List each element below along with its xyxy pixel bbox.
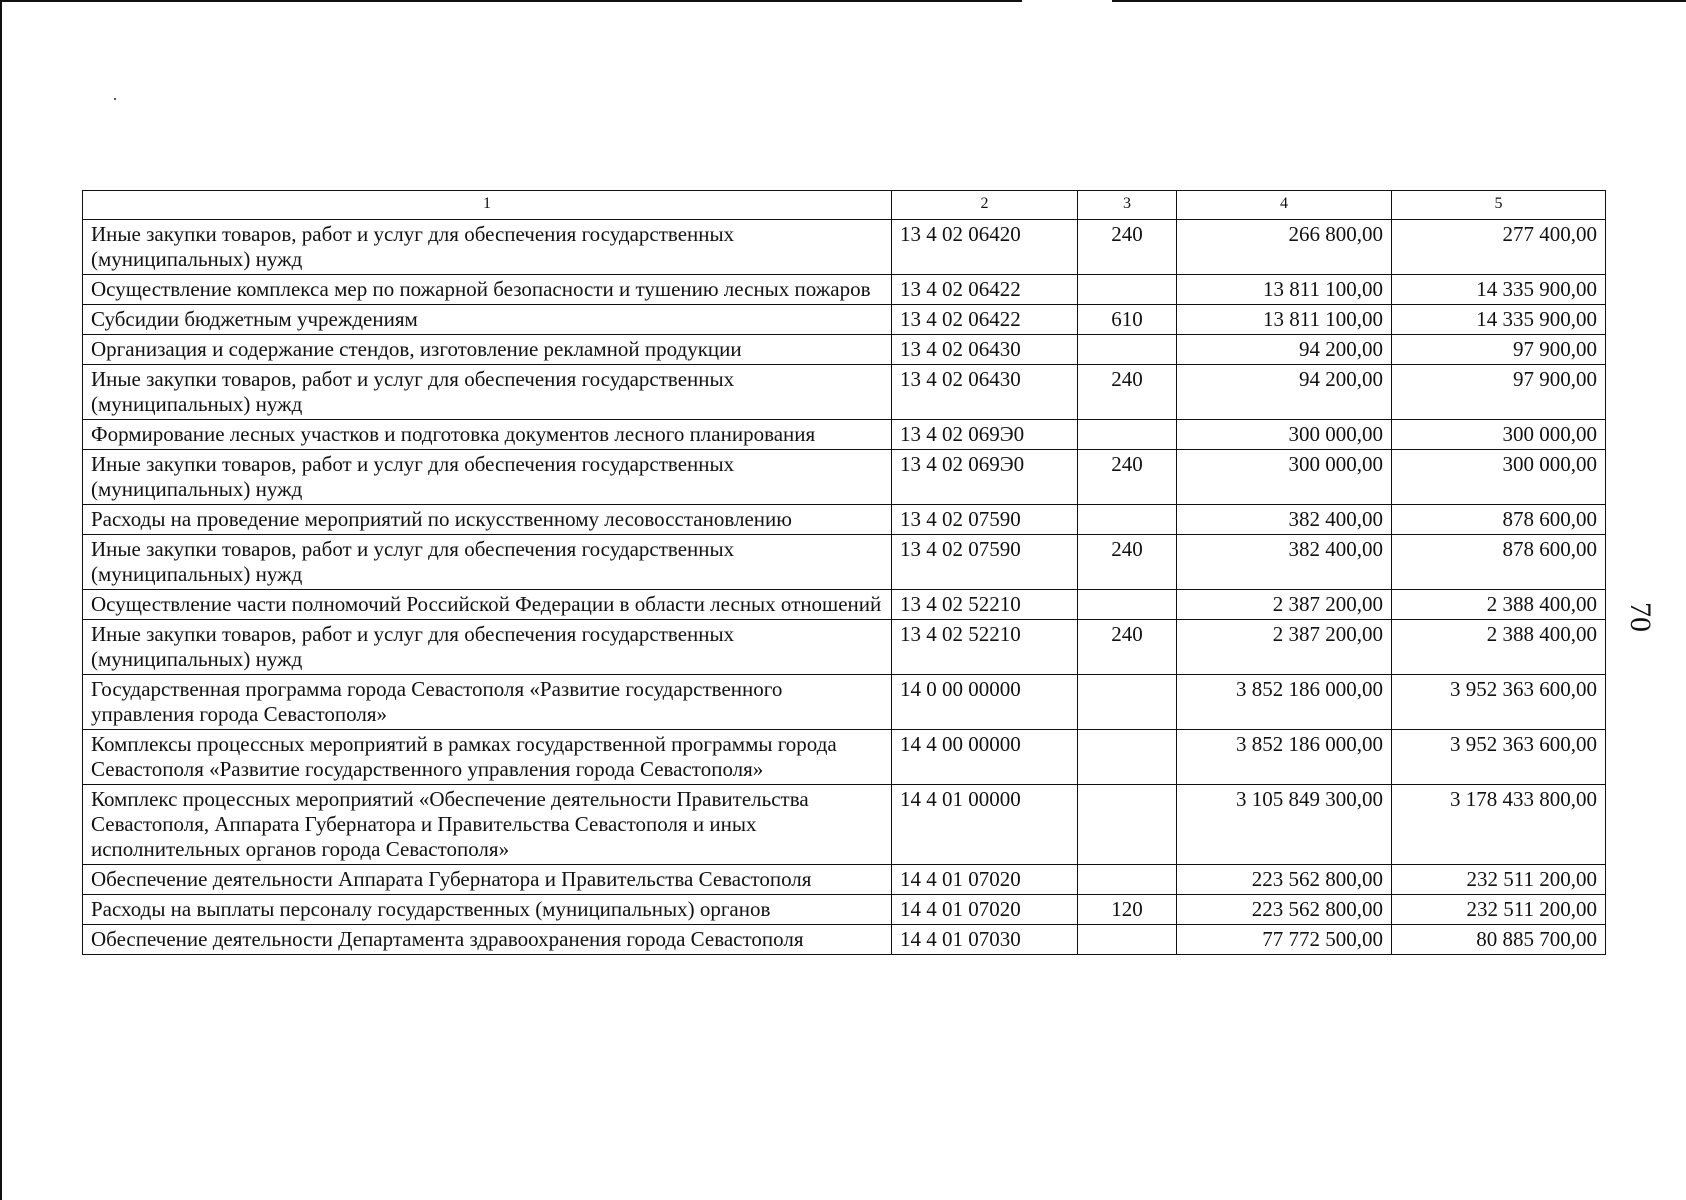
table-row (83, 450, 1606, 505)
row-name-cell: Субсидии бюджетным учреждениям (83, 305, 892, 335)
row-amount-year2-cell: 97 900,00 (1392, 335, 1606, 365)
row-amount-year1-cell: 3 852 186 000,00 (1177, 675, 1392, 730)
row-amount-year1-cell: 2 387 200,00 (1177, 620, 1392, 675)
row-amount-year1-cell: 94 200,00 (1177, 365, 1392, 420)
table-row (83, 220, 1606, 275)
row-amount-year2-cell: 300 000,00 (1392, 420, 1606, 450)
row-amount-year1-cell: 13 811 100,00 (1177, 275, 1392, 305)
row-amount-year2-cell: 3 952 363 600,00 (1392, 675, 1606, 730)
row-csr-code-cell: 14 4 01 07030 (892, 925, 1078, 955)
row-csr-code-cell: 13 4 02 07590 (892, 505, 1078, 535)
row-csr-code-cell: 14 4 01 07020 (892, 895, 1078, 925)
table-row (83, 675, 1606, 730)
row-csr-code-cell: 13 4 02 06422 (892, 275, 1078, 305)
page-number: 70 (1624, 602, 1657, 632)
row-name-cell: Обеспечение деятельности Департамента здравоохранения города Севастополя (83, 925, 892, 955)
row-csr-code-cell: 13 4 02 06430 (892, 365, 1078, 420)
table-row (83, 420, 1606, 450)
row-csr-code-cell: 13 4 02 52210 (892, 620, 1078, 675)
table-row (83, 925, 1606, 955)
row-csr-code-cell: 14 4 01 00000 (892, 785, 1078, 865)
row-name-cell: Иные закупки товаров, работ и услуг для обеспечения государственных (муниципальных) нужд (83, 620, 892, 675)
table-row (83, 365, 1606, 420)
row-expense-type-cell: 240 (1078, 365, 1177, 420)
row-amount-year1-cell: 2 387 200,00 (1177, 590, 1392, 620)
row-amount-year1-cell: 13 811 100,00 (1177, 305, 1392, 335)
row-csr-code-cell: 14 0 00 00000 (892, 675, 1078, 730)
column-header-4: 4 (1177, 191, 1392, 220)
table-row (83, 505, 1606, 535)
row-amount-year2-cell: 3 952 363 600,00 (1392, 730, 1606, 785)
header-row (83, 191, 1606, 220)
row-amount-year1-cell: 300 000,00 (1177, 450, 1392, 505)
row-name-cell: Иные закупки товаров, работ и услуг для обеспечения государственных (муниципальных) нужд (83, 365, 892, 420)
row-name-cell: Государственная программа города Севастополя «Развитие государственного управления города Севастополя» (83, 675, 892, 730)
row-csr-code-cell: 13 4 02 06422 (892, 305, 1078, 335)
row-name-cell: Иные закупки товаров, работ и услуг для обеспечения государственных (муниципальных) нужд (83, 535, 892, 590)
row-csr-code-cell: 14 4 01 07020 (892, 865, 1078, 895)
table-row (83, 785, 1606, 865)
row-amount-year2-cell: 14 335 900,00 (1392, 275, 1606, 305)
table-row (83, 535, 1606, 590)
row-expense-type-cell (1078, 785, 1177, 865)
row-expense-type-cell (1078, 590, 1177, 620)
column-header-5: 5 (1392, 191, 1606, 220)
row-name-cell: Комплексы процессных мероприятий в рамках государственной программы города Севастополя «Развитие государственного управления города Севастополя» (83, 730, 892, 785)
row-amount-year2-cell: 2 388 400,00 (1392, 590, 1606, 620)
row-amount-year2-cell: 277 400,00 (1392, 220, 1606, 275)
row-amount-year1-cell: 94 200,00 (1177, 335, 1392, 365)
row-amount-year1-cell: 3 105 849 300,00 (1177, 785, 1392, 865)
row-expense-type-cell (1078, 275, 1177, 305)
row-name-cell: Комплекс процессных мероприятий «Обеспечение деятельности Правительства Севастополя, Аппарата Губернатора и Правительства Севастополя и иных исполнительных органов города Севастополя» (83, 785, 892, 865)
row-csr-code-cell: 13 4 02 07590 (892, 535, 1078, 590)
row-amount-year1-cell: 223 562 800,00 (1177, 865, 1392, 895)
row-amount-year2-cell: 232 511 200,00 (1392, 865, 1606, 895)
budget-table (82, 190, 1606, 955)
row-expense-type-cell (1078, 730, 1177, 785)
row-csr-code-cell: 14 4 00 00000 (892, 730, 1078, 785)
row-amount-year1-cell: 3 852 186 000,00 (1177, 730, 1392, 785)
table-row (83, 620, 1606, 675)
row-amount-year2-cell: 232 511 200,00 (1392, 895, 1606, 925)
row-amount-year1-cell: 382 400,00 (1177, 535, 1392, 590)
row-expense-type-cell (1078, 420, 1177, 450)
row-name-cell: Иные закупки товаров, работ и услуг для обеспечения государственных (муниципальных) нужд (83, 220, 892, 275)
row-expense-type-cell: 120 (1078, 895, 1177, 925)
row-expense-type-cell: 240 (1078, 220, 1177, 275)
row-name-cell: Обеспечение деятельности Аппарата Губернатора и Правительства Севастополя (83, 865, 892, 895)
row-amount-year2-cell: 97 900,00 (1392, 365, 1606, 420)
table-row (83, 590, 1606, 620)
table-row (83, 730, 1606, 785)
row-expense-type-cell: 240 (1078, 450, 1177, 505)
row-csr-code-cell: 13 4 02 06430 (892, 335, 1078, 365)
row-name-cell: Расходы на выплаты персоналу государственных (муниципальных) органов (83, 895, 892, 925)
row-expense-type-cell (1078, 335, 1177, 365)
row-csr-code-cell: 13 4 02 069Э0 (892, 450, 1078, 505)
row-amount-year1-cell: 300 000,00 (1177, 420, 1392, 450)
table-row (83, 275, 1606, 305)
row-name-cell: Осуществление части полномочий Российской Федерации в области лесных отношений (83, 590, 892, 620)
column-header-2: 2 (892, 191, 1078, 220)
row-amount-year1-cell: 223 562 800,00 (1177, 895, 1392, 925)
table-row (83, 865, 1606, 895)
row-expense-type-cell (1078, 675, 1177, 730)
row-amount-year1-cell: 266 800,00 (1177, 220, 1392, 275)
row-csr-code-cell: 13 4 02 06420 (892, 220, 1078, 275)
row-csr-code-cell: 13 4 02 52210 (892, 590, 1078, 620)
table-row (83, 305, 1606, 335)
row-amount-year2-cell: 14 335 900,00 (1392, 305, 1606, 335)
column-header-3: 3 (1078, 191, 1177, 220)
row-csr-code-cell: 13 4 02 069Э0 (892, 420, 1078, 450)
row-amount-year1-cell: 382 400,00 (1177, 505, 1392, 535)
row-expense-type-cell (1078, 925, 1177, 955)
table-row (83, 335, 1606, 365)
row-amount-year2-cell: 2 388 400,00 (1392, 620, 1606, 675)
row-name-cell: Иные закупки товаров, работ и услуг для обеспечения государственных (муниципальных) нужд (83, 450, 892, 505)
row-amount-year2-cell: 878 600,00 (1392, 535, 1606, 590)
table-row (83, 895, 1606, 925)
row-amount-year2-cell: 878 600,00 (1392, 505, 1606, 535)
row-amount-year1-cell: 77 772 500,00 (1177, 925, 1392, 955)
row-expense-type-cell: 240 (1078, 620, 1177, 675)
row-expense-type-cell (1078, 865, 1177, 895)
row-name-cell: Формирование лесных участков и подготовка документов лесного планирования (83, 420, 892, 450)
row-amount-year2-cell: 80 885 700,00 (1392, 925, 1606, 955)
row-expense-type-cell (1078, 505, 1177, 535)
scan-speck (114, 98, 116, 100)
row-expense-type-cell: 240 (1078, 535, 1177, 590)
row-amount-year2-cell: 3 178 433 800,00 (1392, 785, 1606, 865)
row-name-cell: Осуществление комплекса мер по пожарной безопасности и тушению лесных пожаров (83, 275, 892, 305)
row-name-cell: Организация и содержание стендов, изготовление рекламной продукции (83, 335, 892, 365)
row-expense-type-cell: 610 (1078, 305, 1177, 335)
row-name-cell: Расходы на проведение мероприятий по искусственному лесовосстановлению (83, 505, 892, 535)
column-header-1: 1 (83, 191, 892, 220)
row-amount-year2-cell: 300 000,00 (1392, 450, 1606, 505)
